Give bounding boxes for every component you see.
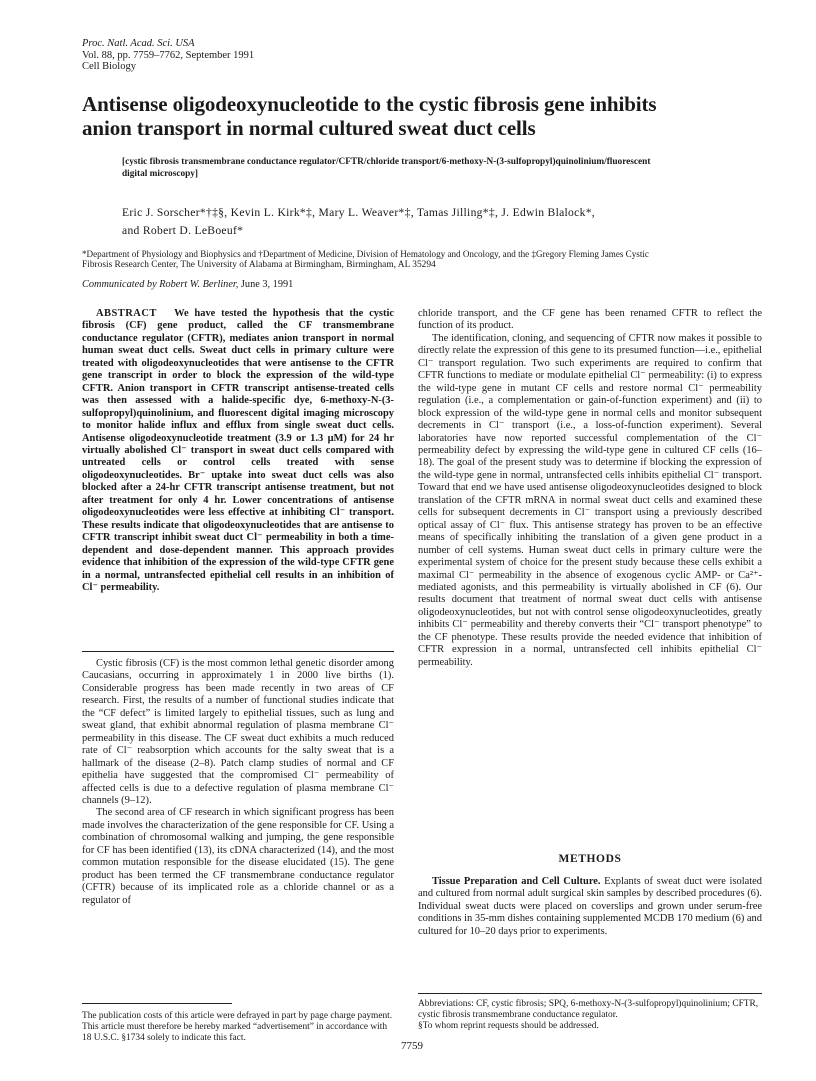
authors-line-2: and Robert D. LeBoeuf* [122, 223, 244, 237]
left-body [82, 658, 394, 907]
affiliations [82, 249, 762, 271]
page-number: 7759 [401, 1040, 423, 1052]
volume-line: Vol. 88, pp. 7759–7762, September 1991 [82, 49, 255, 61]
body-paragraph-4: The identification, cloning, and sequencing of CFTR now makes it possible to directly relate the expression of this gene to its presumed function—i.e., epithelial Cl⁻ transport regulation. Two such experiments are required to confirm that CFTR functions to mediate or modulate epithelial Cl⁻ permeability: (i) to express the wild-type gene in mutant CF cells and restore normal Cl⁻ permeability regulation (i.e., a complementation or gain-of-function experiment) and (ii) to block expression of the wild-type gene in normal cells and monitor subsequent decrements in Cl⁻ transport (i.e., a loss-of-function experiment). Several laboratories have now reported successful complementation of the Cl⁻ permeability defect by expressing the wild-type gene in cultured CF cells (16–18). The goal of the present study was to determine if blocking the expression of the wild-type gene in normal, untransfected cells inhibits epithelial Cl⁻ transport. Toward that end we have used antisense oligodeoxynucleotides designed to block translation of the CFTR mRNA in normal sweat duct cells and examined these cells for subsequent decrements in Cl⁻ transport using a previously described optical assay of Cl⁻ flux. This antisense strategy has proven to be an effective means of specifically inhibiting the translation of a given gene product in a number of cell systems. Human sweat duct cells in primary culture were the experimental system of choice for the present study because these cells exhibit a maximal Cl⁻ permeability in the absence of exogenous cyclic AMP- or Ca²⁺-mediated agonists, and this permeability is virtually abolished in CF (6). Our results document that treatment of normal sweat duct cells with antisense oligodeoxynucleotides, but not with control sense oligodeoxynucleotides, greatly inhibits Cl⁻ permeability and thereby converts their “Cl⁻ transport phenotype” to the CF phenotype. These results provide the needed evidence that inhibition of CFTR expression in a normal, untransfected cell inhibits epithelial Cl⁻ permeability. [418, 332, 762, 668]
abbreviations-text: Abbreviations: CF, cystic fibrosis; SPQ, 6-methoxy-N-(3-sulfopropyl)quinolinium; CFTR, cystic fibrosis transmembrane conductance regulator. [418, 999, 759, 1020]
body-paragraph-2: The second area of CF research in which significant progress has been made involves the characterization of the gene responsible for CF. Using a combination of chromosomal walking and jumping, the gene responsible for CF has been identified (13), its cDNA characterized (14), and the most common mutation responsible for the disease elucidated (15). The gene product has been termed the CF transmembrane conductance regulator (CFTR) because of its implicated role as a chloride channel or as a regulator of [82, 807, 394, 906]
methods-text: Explants of sweat duct were isolated and cultured from normal adult surgical skin samples by described procedures (6). Individual sweat ducts were placed on coverslips and grown under serum-free conditions in 35-mm dishes containing supplemented MCDB 170 medium (6) and cultured for 10–20 days prior to experiments. [418, 876, 763, 937]
affiliation-line-2: Fibrosis Research Center, The University of Alabama at Birmingham, Birmingham, AL 35294 [82, 260, 436, 270]
keywords [122, 157, 762, 180]
abstract-label: ABSTRACT [96, 308, 157, 319]
correspondence-note: §To whom reprint requests should be addressed. [418, 1021, 599, 1031]
title-line-2: anion transport in normal cultured sweat duct cells [82, 115, 536, 140]
journal-name: Proc. Natl. Acad. Sci. USA [82, 38, 195, 49]
journal-header [82, 38, 254, 73]
affiliation-line-1: *Department of Physiology and Biophysics and †Department of Medicine, Division of Hematology and Oncology, and the ‡Gregory Fleming James Cystic [82, 249, 649, 259]
footnote-divider [82, 1003, 232, 1004]
abbrev-divider [418, 993, 762, 994]
keywords-line-1: [cystic fibrosis transmembrane conductance regulator/CFTR/chloride transport/6-methoxy-N-(3-sulfopropyl)quinolinium/fluorescent [122, 157, 651, 167]
article-title [82, 93, 762, 140]
abstract [82, 308, 394, 594]
authors-line-1: Eric J. Sorscher*†‡§, Kevin L. Kirk*‡, Mary L. Weaver*‡, Tamas Jilling*‡, J. Edwin Blalock*, [122, 206, 595, 219]
right-body [418, 308, 762, 669]
communicated-date: June 3, 1991 [240, 279, 294, 290]
methods-section [418, 876, 762, 938]
abstract-text: We have tested the hypothesis that the cystic fibrosis (CF) gene product, called the CF transmembrane conductance regulator (CFTR), mediates anion transport in normal human sweat duct cells. Sweat duct cells in primary culture were treated with oligodeoxynucleotides that were antisense to the CFTR gene transcript in order to block the expression of the wild-type CFTR. Anion transport in CFTR transcript antisense-treated cells was then assessed with a halide-specific dye, 6-methoxy-N-(3-sulfopropyl)quinolinium, and fluorescent digital imaging microscopy to monitor halide influx and efflux from single sweat duct cells. Antisense oligodeoxynucleotide treatment (3.9 or 1.3 μM) for 24 hr virtually abolished Cl⁻ transport in sweat duct cells compared with untreated cells or control cells treated with sense oligodeoxynucleotides. Br⁻ uptake into sweat duct cells was also blocked after a 24-hr CFTR transcript antisense treatment, but not after treatment for only 4 hr. Lower concentrations of antisense oligodeoxynucleotides were less effective at inhibiting Cl⁻ transport. These results indicate that oligodeoxynucleotides that are antisense to CFTR transcript inhibit sweat duct Cl⁻ permeability in both a time-dependent and dose-dependent manner. This approach provides evidence that inhibition of the expression of the wild-type CFTR gene in a normal, untransfected epithelial cell results in an inhibition of Cl⁻ permeability. [82, 308, 394, 593]
title-line-1: Antisense oligodeoxynucleotide to the cystic fibrosis gene inhibits [82, 92, 657, 116]
author-list [122, 204, 782, 239]
methods-subhead: Tissue Preparation and Cell Culture. [432, 876, 601, 887]
abbreviations-footnote [418, 999, 762, 1032]
methods-heading: METHODS [558, 853, 622, 865]
abstract-divider [82, 651, 394, 652]
body-paragraph-1: Cystic fibrosis (CF) is the most common lethal genetic disorder among Caucasians, occurring in approximately 1 in 2000 live births (1). Considerable progress has been made recently in two areas of CF research. First, the results of a number of functional studies indicate that the “CF defect” is limited largely to epithelial tissues, such as lung and sweat gland, that exhibit abnormal regulation of plasma membrane Cl⁻ permeability in this disease. The CF sweat duct exhibits a much reduced rate of Cl⁻ reabsorption which accounts for the salty sweat that is a hallmark of the disease (2–8). Patch clamp studies of normal and CF epithelia have suggested that the compromised Cl⁻ permeability of affected cells is due to a defective regulation of plasma membrane Cl⁻ channels (9–12). [82, 658, 394, 806]
charge-footnote: The publication costs of this article were defrayed in part by page charge payment. This article must therefore be hereby marked “advertisement” in accordance with 18 U.S.C. §1734 solely to indicate this fact. [82, 1011, 393, 1043]
communicated-by [82, 279, 293, 290]
body-paragraph-3: chloride transport, and the CF gene has been renamed CFTR to reflect the function of its product. [418, 308, 762, 332]
section-name: Cell Biology [82, 61, 136, 72]
keywords-line-2: digital microscopy] [122, 168, 199, 179]
communicated-by-text: Communicated by Robert W. Berliner, [82, 279, 239, 290]
